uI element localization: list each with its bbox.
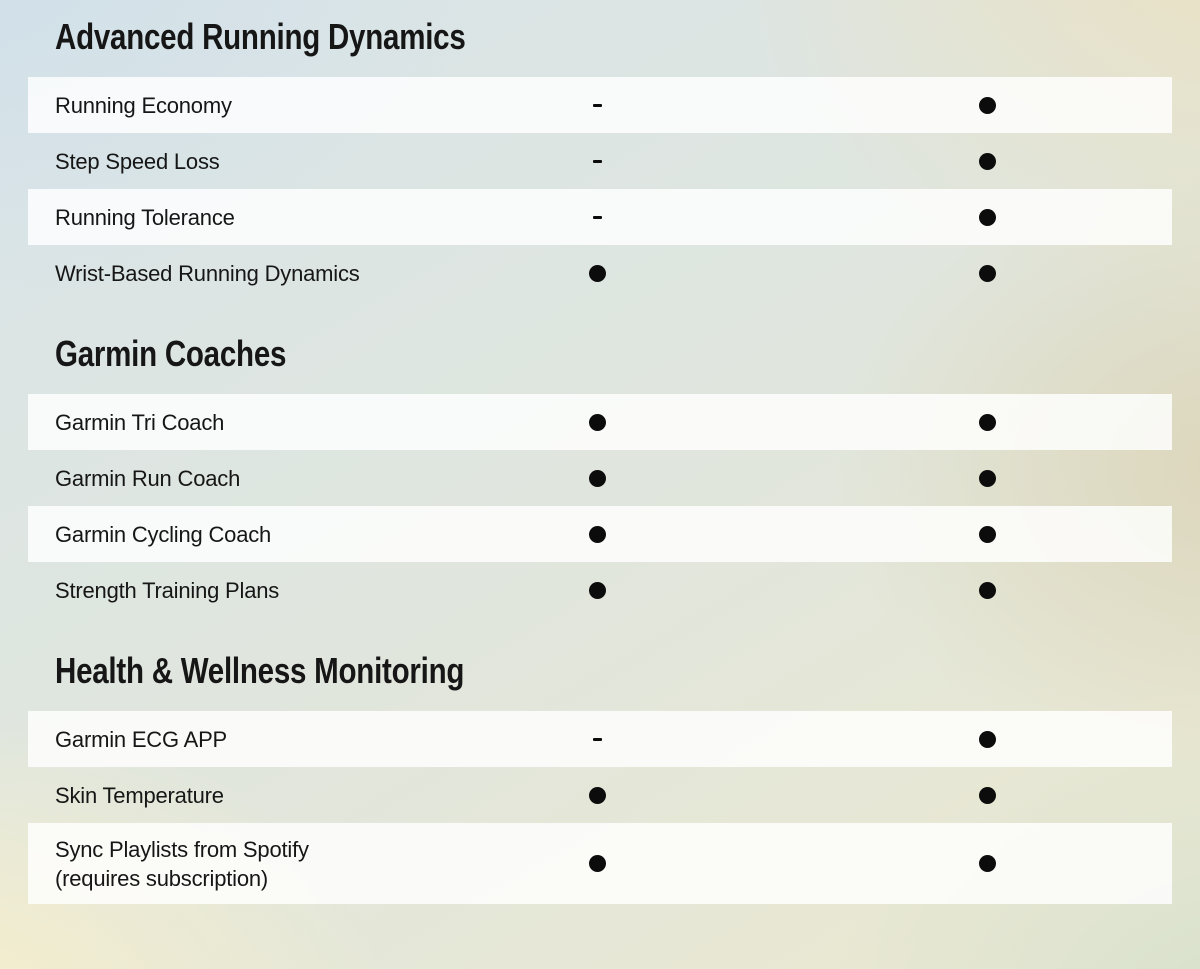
feature-label	[55, 520, 271, 549]
feature-label-line1: Step Speed Loss	[55, 148, 220, 174]
value-cell-col1	[567, 189, 627, 245]
feature-included-dot-icon	[979, 265, 996, 282]
table-row	[28, 245, 1172, 301]
feature-included-dot-icon	[979, 414, 996, 431]
value-cell-col2	[957, 189, 1017, 245]
comparison-table	[0, 14, 1200, 904]
feature-included-dot-icon	[589, 526, 606, 543]
feature-label-line1: Garmin ECG APP	[55, 726, 228, 752]
value-cell-col1	[567, 823, 627, 904]
value-cell-col1	[567, 562, 627, 618]
feature-label	[55, 203, 235, 232]
feature-not-included-dash-icon	[593, 738, 602, 741]
feature-included-dot-icon	[979, 855, 996, 872]
table-row	[28, 77, 1172, 133]
table-row	[28, 823, 1172, 904]
value-cell-col1	[567, 506, 627, 562]
table-row	[28, 562, 1172, 618]
value-cell-col2	[957, 767, 1017, 823]
value-cell-col2	[957, 506, 1017, 562]
feature-not-included-dash-icon	[593, 104, 602, 107]
feature-label	[55, 781, 224, 810]
feature-included-dot-icon	[589, 414, 606, 431]
section-title: Garmin Coaches	[55, 333, 287, 374]
section-title: Health & Wellness Monitoring	[55, 650, 465, 691]
feature-label-line1: Running Tolerance	[55, 204, 235, 230]
value-cell-col2	[957, 133, 1017, 189]
value-cell-col1	[567, 394, 627, 450]
feature-label-line1: Running Economy	[55, 92, 232, 118]
value-cell-col1	[567, 450, 627, 506]
feature-label	[55, 259, 360, 288]
section-rows	[28, 711, 1172, 904]
feature-label	[55, 725, 227, 754]
value-cell-col2	[957, 77, 1017, 133]
table-row	[28, 189, 1172, 245]
feature-label-line1: Skin Temperature	[55, 782, 224, 808]
feature-label-line1: Garmin Run Coach	[55, 465, 241, 491]
table-row	[28, 133, 1172, 189]
feature-label	[55, 464, 240, 493]
section-title: Advanced Running Dynamics	[55, 16, 466, 57]
feature-included-dot-icon	[589, 582, 606, 599]
feature-not-included-dash-icon	[593, 160, 602, 163]
feature-included-dot-icon	[589, 855, 606, 872]
feature-included-dot-icon	[979, 153, 996, 170]
value-cell-col2	[957, 711, 1017, 767]
value-cell-col1	[567, 711, 627, 767]
feature-section	[0, 648, 1200, 904]
feature-label-line1: Wrist-Based Running Dynamics	[55, 260, 360, 286]
table-row	[28, 450, 1172, 506]
value-cell-col2	[957, 245, 1017, 301]
feature-included-dot-icon	[589, 787, 606, 804]
feature-included-dot-icon	[979, 787, 996, 804]
table-row	[28, 506, 1172, 562]
table-row	[28, 394, 1172, 450]
feature-label	[55, 91, 232, 120]
feature-label-line1: Garmin Cycling Coach	[55, 521, 272, 547]
section-rows	[28, 394, 1172, 618]
value-cell-col2	[957, 562, 1017, 618]
feature-included-dot-icon	[979, 582, 996, 599]
value-cell-col2	[957, 450, 1017, 506]
feature-not-included-dash-icon	[593, 216, 602, 219]
table-row	[28, 711, 1172, 767]
feature-included-dot-icon	[589, 470, 606, 487]
feature-label-line1: Strength Training Plans	[55, 577, 280, 603]
value-cell-col1	[567, 77, 627, 133]
feature-label	[55, 147, 220, 176]
value-cell-col1	[567, 245, 627, 301]
feature-label	[55, 576, 279, 605]
value-cell-col2	[957, 394, 1017, 450]
feature-section	[0, 331, 1200, 618]
feature-included-dot-icon	[589, 265, 606, 282]
table-row	[28, 767, 1172, 823]
feature-label-line1: Sync Playlists from Spotify	[55, 836, 309, 862]
feature-label-line2: (requires subscription)	[55, 865, 269, 891]
feature-included-dot-icon	[979, 97, 996, 114]
value-cell-col1	[567, 767, 627, 823]
feature-label	[55, 408, 224, 437]
feature-included-dot-icon	[979, 731, 996, 748]
value-cell-col1	[567, 133, 627, 189]
feature-section	[0, 14, 1200, 301]
feature-included-dot-icon	[979, 209, 996, 226]
feature-label-line1: Garmin Tri Coach	[55, 409, 225, 435]
feature-label	[55, 835, 309, 893]
feature-included-dot-icon	[979, 526, 996, 543]
value-cell-col2	[957, 823, 1017, 904]
section-rows	[28, 77, 1172, 301]
feature-included-dot-icon	[979, 470, 996, 487]
